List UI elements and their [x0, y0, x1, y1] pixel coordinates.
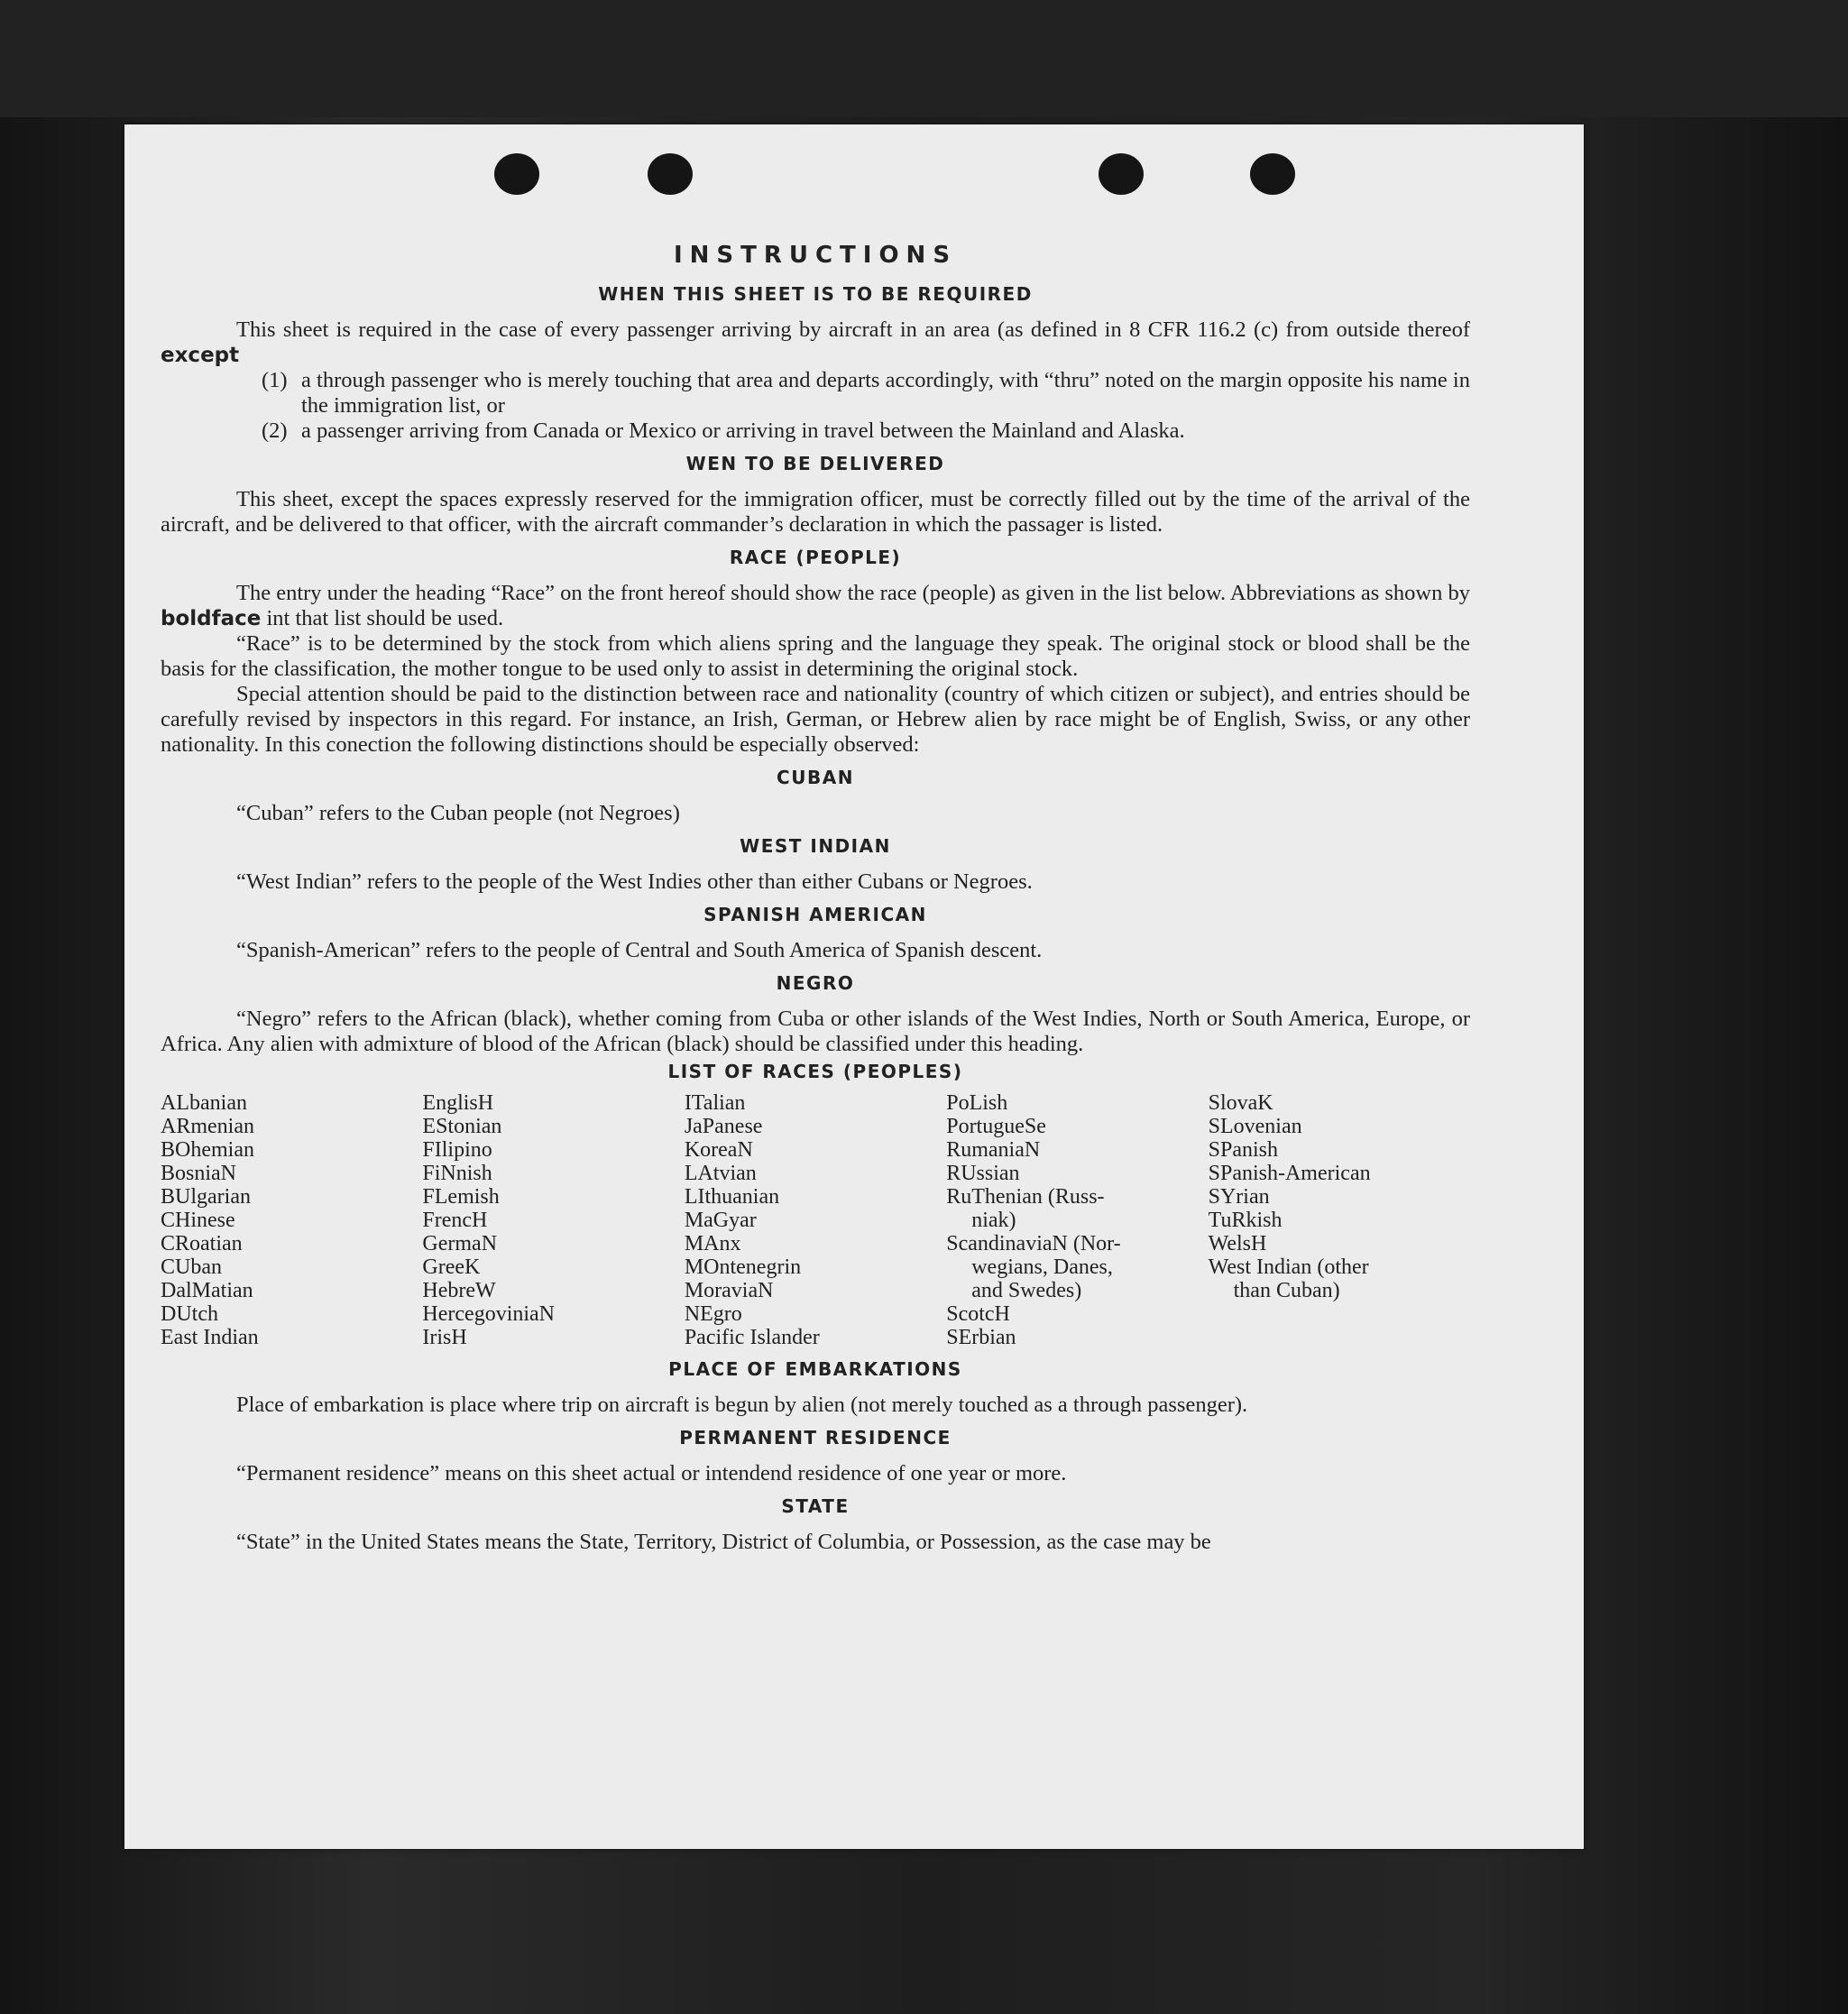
race-entry: BOhemian: [161, 1138, 254, 1162]
section-heading-race: RACE (PEOPLE): [729, 547, 902, 568]
race-entry-continuation: and Swedes): [971, 1279, 1082, 1302]
race-entry-continuation: than Cuban): [1233, 1279, 1340, 1302]
races-column: [161, 1091, 422, 1349]
race-entry: CUban: [161, 1255, 222, 1279]
scan-top-border: [0, 0, 1848, 117]
race-entry: TuRkish: [1208, 1209, 1283, 1232]
negro-paragraph: “Negro” refers to the African (black), whether coming from Cuba or other islands of the West Indies, North or South America, Europe, or Africa. Any alien with admixture of blood of the African (black) should be classified under this heading.: [161, 1007, 1470, 1056]
race-entry: ARmenian: [161, 1115, 254, 1138]
race-entry: HercegoviniaN: [422, 1302, 556, 1326]
race-entry: ScandinaviaN (Nor-: [946, 1232, 1121, 1255]
race-entry: DalMatian: [161, 1279, 253, 1302]
spanish-american-paragraph: “Spanish-American” refers to the people of Central and South America of Spanish descent.: [236, 938, 1043, 962]
races-column: [422, 1091, 684, 1349]
race-entry: MAnx: [684, 1232, 741, 1255]
race-entry: WelsH: [1208, 1232, 1267, 1255]
race-entry: LIthuanian: [684, 1185, 780, 1209]
race-entry: West Indian (other: [1208, 1255, 1369, 1279]
cuban-paragraph: “Cuban” refers to the Cuban people (not Negroes): [236, 801, 680, 825]
exception-item: (2) a passenger arriving from Canada or Mexico or arriving in travel between the Mainland and Alaska.: [262, 418, 1185, 443]
race-entry: HebreW: [422, 1279, 496, 1302]
race-entry: EnglisH: [422, 1091, 494, 1115]
punch-hole: [1099, 153, 1144, 195]
race-entry: SPanish-American: [1208, 1162, 1371, 1185]
page-title: INSTRUCTIONS: [673, 242, 958, 269]
race-entry: SPanish: [1208, 1138, 1278, 1162]
section-heading-cuban: CUBAN: [777, 767, 854, 788]
race-entry: SErbian: [946, 1326, 1016, 1349]
race-entry: Pacific Islander: [684, 1326, 820, 1349]
race-entry: EStonian: [422, 1115, 502, 1138]
race-entry: LAtvian: [684, 1162, 757, 1185]
race-entry: SYrian: [1208, 1185, 1270, 1209]
race-paragraph-2: “Race” is to be determined by the stock from which aliens spring and the language they speak. The original stock or blood shall be the basis for the classification, the mother tongue to be used only to assist in determining the original stock.: [161, 631, 1470, 681]
race-entry: MOntenegrin: [684, 1255, 802, 1279]
section-heading-spanish-american: SPANISH AMERICAN: [703, 904, 927, 925]
race-entry: MoraviaN: [684, 1279, 774, 1302]
race-entry: ALbanian: [161, 1091, 247, 1115]
race-entry: ScotcH: [946, 1302, 1010, 1326]
west-indian-paragraph: “West Indian” refers to the people of the West Indies other than either Cubans or Negroes.: [236, 869, 1033, 894]
section-heading-state: STATE: [781, 1495, 850, 1517]
punch-hole: [648, 153, 693, 195]
race-entry: FiNnish: [422, 1162, 492, 1185]
exception-item: (1) a through passenger who is merely touching that area and departs accordingly, with “thru” noted on the margin opposite his name in the immigration list, or: [262, 368, 1470, 418]
race-entry: NEgro: [684, 1302, 742, 1326]
race-paragraph-1: The entry under the heading “Race” on the front hereof should show the race (people) as given in the list below. Abbreviations as shown by boldface int that list should be used.: [161, 581, 1470, 630]
sheet-content: [161, 242, 1470, 1555]
race-entry: RUssian: [946, 1162, 1020, 1185]
race-entry: PortugueSe: [946, 1115, 1046, 1138]
delivered-paragraph: This sheet, except the spaces expressly reserved for the immigration officer, must be correctly filled out by the time of the arrival of the aircraft, and be delivered to that officer, with the aircraft commander’s declaration in which the passager is listed.: [161, 487, 1470, 537]
race-entry: SlovaK: [1208, 1091, 1273, 1115]
race-entry: FIlipino: [422, 1138, 492, 1162]
race-entry: CRoatian: [161, 1232, 243, 1255]
section-heading-list-of-races: LIST OF RACES (PEOPLES): [667, 1061, 963, 1082]
race-entry: ITalian: [684, 1091, 746, 1115]
race-entry: FLemish: [422, 1185, 500, 1209]
race-paragraph-3: Special attention should be paid to the distinction between race and nationality (country of which citizen or subject), and entries should be carefully revised by inspectors in this regard. For instance, an Irish, German, or Hebrew alien by race might be of English, Swiss, or any other nationality. In this conection the following distinctions should be especially observed:: [161, 682, 1470, 757]
section-heading-negro: NEGRO: [776, 972, 855, 994]
race-entry: PoLish: [946, 1091, 1008, 1115]
required-paragraph: This sheet is required in the case of every passenger arriving by aircraft in an area (as defined in 8 CFR 116.2 (c) from outside thereof except: [161, 317, 1470, 367]
race-entry: IrisH: [422, 1326, 467, 1349]
punch-hole: [494, 153, 539, 195]
race-entry: MaGyar: [684, 1209, 757, 1232]
race-entry: RuThenian (Russ-: [946, 1185, 1105, 1209]
races-list: [161, 1091, 1470, 1349]
instruction-sheet: [124, 124, 1584, 1849]
section-heading-embarkation: PLACE OF EMBARKATIONS: [668, 1358, 962, 1380]
race-entry: JaPanese: [684, 1115, 763, 1138]
race-entry: FrencH: [422, 1209, 488, 1232]
race-entry: DUtch: [161, 1302, 218, 1326]
race-entry: SLovenian: [1208, 1115, 1302, 1138]
residence-paragraph: “Permanent residence” means on this sheet actual or intendend residence of one year or more.: [236, 1461, 1067, 1485]
race-entry: CHinese: [161, 1209, 235, 1232]
section-heading-west-indian: WEST INDIAN: [740, 835, 891, 857]
embarkation-paragraph: Place of embarkation is place where trip on aircraft is begun by alien (not merely touched as a through passenger).: [236, 1393, 1248, 1417]
state-paragraph: “State” in the United States means the State, Territory, District of Columbia, or Possession, as the case may be: [236, 1530, 1211, 1554]
section-heading-delivered: WEN TO BE DELIVERED: [685, 453, 945, 474]
race-entry: BUlgarian: [161, 1185, 251, 1209]
section-heading-residence: PERMANENT RESIDENCE: [679, 1427, 952, 1448]
race-entry-continuation: wegians, Danes,: [971, 1255, 1113, 1279]
races-column: [685, 1091, 946, 1349]
race-entry: GermaN: [422, 1232, 498, 1255]
race-entry: GreeK: [422, 1255, 481, 1279]
punch-hole: [1250, 153, 1295, 195]
race-entry: RumaniaN: [946, 1138, 1041, 1162]
race-entry: East Indian: [161, 1326, 259, 1349]
race-entry: KoreaN: [684, 1138, 753, 1162]
races-column: [946, 1091, 1208, 1349]
race-entry: BosniaN: [161, 1162, 236, 1185]
section-heading-required: WHEN THIS SHEET IS TO BE REQUIRED: [598, 283, 1033, 305]
races-column: [1209, 1091, 1470, 1349]
race-entry-continuation: niak): [971, 1209, 1016, 1232]
